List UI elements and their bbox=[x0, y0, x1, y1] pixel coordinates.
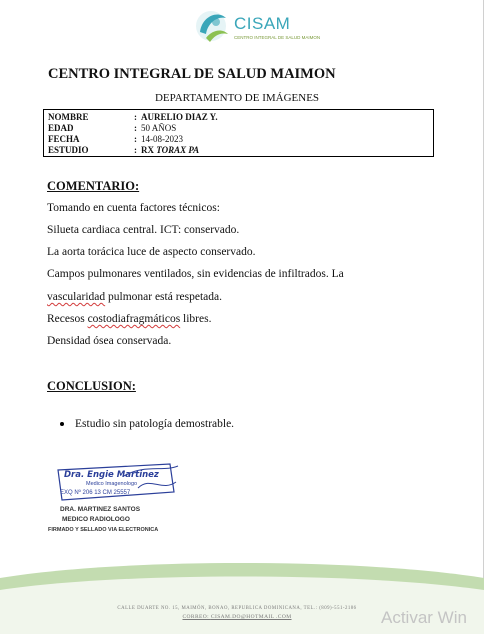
center-title: CENTRO INTEGRAL DE SALUD MAIMON bbox=[48, 66, 336, 82]
doctor-name: DRA. MARTINEZ SANTOS bbox=[60, 506, 141, 513]
comment-line-2: Silueta cardiaca central. ICT: conservado. bbox=[47, 224, 240, 236]
comment-line-4: Campos pulmonares ventilados, sin evidencias de infiltrados. La bbox=[47, 268, 344, 280]
info-key: FECHA bbox=[48, 134, 80, 144]
comment-line-7: Densidad ósea conservada. bbox=[47, 335, 172, 347]
comment-line-1: Tomando en cuenta factores técnicos: bbox=[47, 202, 220, 214]
conclusion-heading: CONCLUSION: bbox=[47, 379, 136, 393]
info-separator: : bbox=[134, 112, 137, 122]
info-row-study bbox=[48, 145, 429, 156]
comment-line-6 bbox=[47, 313, 211, 325]
cisam-logo bbox=[192, 4, 321, 48]
cisam-emblem-icon bbox=[192, 4, 236, 48]
comment-line-6-start: Recesos bbox=[47, 313, 88, 325]
doctor-role: MEDICO RADIOLOGO bbox=[62, 516, 130, 523]
info-separator: : bbox=[134, 123, 137, 133]
footer-email-prefix: CORREO: bbox=[182, 614, 211, 620]
info-key: EDAD bbox=[48, 123, 74, 133]
patient-age: 50 AÑOS bbox=[141, 123, 177, 133]
stamp-name: Dra. Engie Martinez bbox=[64, 470, 159, 480]
stamp-license: EXQ Nº 206 13 CM 25557 bbox=[60, 490, 131, 496]
logo-brand: CISAM bbox=[234, 14, 291, 33]
info-separator: : bbox=[134, 134, 137, 144]
comment-line-3: La aorta torácica luce de aspecto conservado. bbox=[47, 246, 256, 258]
comment-heading: COMENTARIO: bbox=[47, 179, 140, 193]
logo-subtitle: CENTRO INTEGRAL DE SALUD MAIMON bbox=[234, 35, 321, 40]
patient-info-box bbox=[43, 109, 434, 157]
info-row-date bbox=[48, 134, 429, 145]
study-date: 14-08-2023 bbox=[141, 134, 183, 144]
info-key: ESTUDIO bbox=[48, 145, 89, 155]
footer-address: CALLE DUARTE NO. 15, MAIMÓN, BONAO, REPUBLICA DOMINICANA, TEL.: (809)-551-2186 bbox=[117, 606, 357, 611]
bullet-icon bbox=[60, 422, 64, 426]
info-separator: : bbox=[134, 145, 137, 155]
activation-watermark: Activar Win bbox=[381, 608, 467, 627]
doctor-stamp bbox=[54, 462, 180, 506]
study-type-emphasis: TORAX PA bbox=[156, 145, 200, 155]
stamp-role: Medico Imagenologo bbox=[86, 481, 138, 487]
patient-name: AURELIO DIAZ Y. bbox=[141, 112, 218, 122]
info-key: NOMBRE bbox=[48, 112, 89, 122]
info-row-age bbox=[48, 123, 429, 134]
signature-note: FIRMADO Y SELLADO VIA ELECTRONICA bbox=[48, 527, 159, 533]
conclusion-item bbox=[60, 418, 234, 430]
spellcheck-word: costodiafragmáticos bbox=[87, 313, 181, 325]
study-type-prefix: RX bbox=[141, 145, 157, 155]
comment-line-5 bbox=[47, 291, 222, 303]
comment-line-6-end: libres. bbox=[180, 313, 212, 325]
info-row-name bbox=[48, 112, 429, 123]
conclusion-text: Estudio sin patología demostrable. bbox=[75, 418, 235, 430]
spellcheck-word: vascularidad bbox=[47, 291, 106, 303]
comment-line-5-rest: pulmonar está respetada. bbox=[105, 291, 222, 303]
footer-email: CISAM.DO@HOTMAIL .COM bbox=[210, 614, 292, 620]
study-type bbox=[141, 145, 199, 156]
department-title: DEPARTAMENTO DE IMÁGENES bbox=[154, 92, 320, 104]
